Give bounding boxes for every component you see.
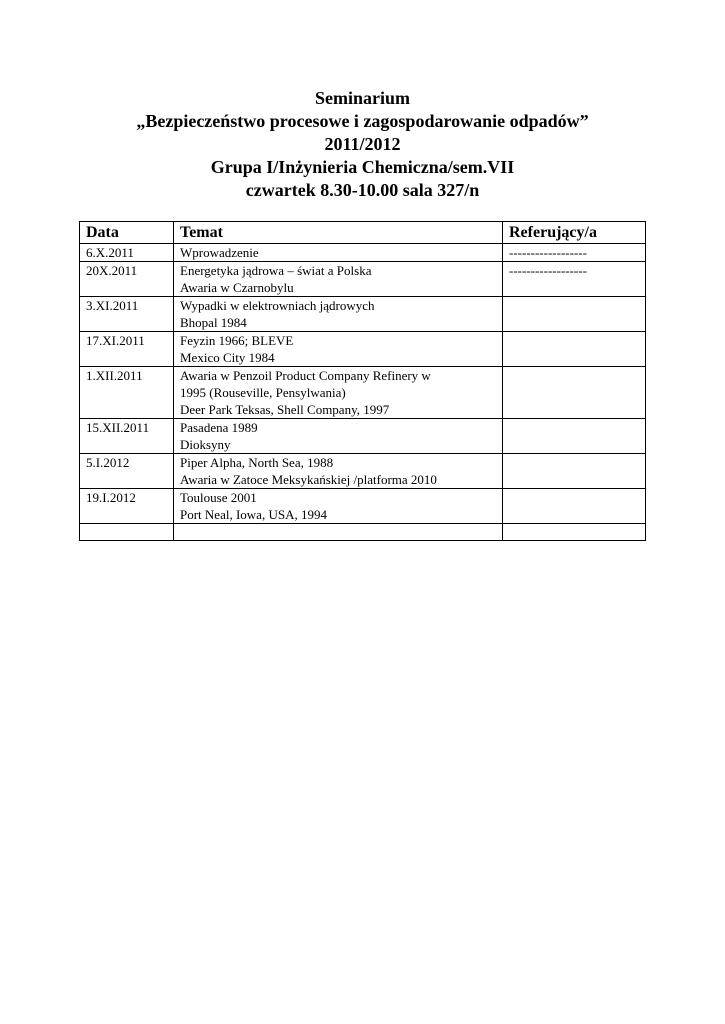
topic-line: Dioksyny [180,437,231,452]
table-row [80,262,646,297]
topic-line: Pasadena 1989 [180,420,258,435]
cell-topic [174,489,503,524]
cell-speaker: ------------------ [503,262,646,297]
cell-date: 1.XII.2011 [80,367,174,419]
schedule-body [80,244,646,541]
topic-line: 1995 (Rouseville, Pensylwania) [180,385,346,400]
cell-topic [174,244,503,262]
table-row [80,524,646,541]
schedule-time-room: czwartek 8.30-10.00 sala 327/n [245,180,480,200]
topic-line: Toulouse 2001 [180,490,257,505]
table-row [80,332,646,367]
table-row [80,367,646,419]
topic-line: Energetyka jądrowa – świat a Polska [180,263,372,278]
cell-date: 6.X.2011 [80,244,174,262]
table-header-row [80,222,646,244]
table-row [80,244,646,262]
seminar-label: Seminarium [314,88,410,108]
topic-line: Awaria w Czarnobylu [180,280,294,295]
document-header [0,87,725,202]
cell-date: 19.I.2012 [80,489,174,524]
cell-topic [174,332,503,367]
topic-line: Deer Park Teksas, Shell Company, 1997 [180,402,390,417]
topic-line: Bhopal 1984 [180,315,247,330]
cell-topic [174,419,503,454]
cell-speaker [503,332,646,367]
topic-line: Awaria w Penzoil Product Company Refinery w [180,368,431,383]
column-header-date: Data [80,222,174,244]
column-header-speaker: Referujący/a [503,222,646,244]
cell-topic [174,367,503,419]
topic-line: Wypadki w elektrowniach jądrowych [180,298,375,313]
cell-date: 20X.2011 [80,262,174,297]
topic-line: Feyzin 1966; BLEVE [180,333,294,348]
academic-year: 2011/2012 [324,134,401,154]
cell-speaker [503,367,646,419]
cell-speaker: ------------------ [503,244,646,262]
topic-line: Wprowadzenie [180,245,259,260]
column-header-topic: Temat [174,222,503,244]
table-row [80,454,646,489]
cell-date: 15.XII.2011 [80,419,174,454]
cell-date: 17.XI.2011 [80,332,174,367]
topic-line: Awaria w Zatoce Meksykańskiej /platforma 2010 [180,472,437,487]
seminar-title: „Bezpieczeństwo procesowe i zagospodarowanie odpadów” [136,111,589,131]
cell-topic [174,454,503,489]
cell-topic [174,262,503,297]
table-row [80,297,646,332]
cell-speaker [503,524,646,541]
topic-line: Piper Alpha, North Sea, 1988 [180,455,334,470]
cell-speaker [503,297,646,332]
cell-speaker [503,454,646,489]
cell-date: 5.I.2012 [80,454,174,489]
cell-date [80,524,174,541]
group-info: Grupa I/Inżynieria Chemiczna/sem.VII [210,157,515,177]
cell-date: 3.XI.2011 [80,297,174,332]
topic-line: Mexico City 1984 [180,350,275,365]
cell-topic [174,297,503,332]
cell-speaker [503,489,646,524]
cell-speaker [503,419,646,454]
cell-topic [174,524,503,541]
schedule-table [79,221,646,541]
table-row [80,489,646,524]
topic-line: Port Neal, Iowa, USA, 1994 [180,507,327,522]
table-row [80,419,646,454]
